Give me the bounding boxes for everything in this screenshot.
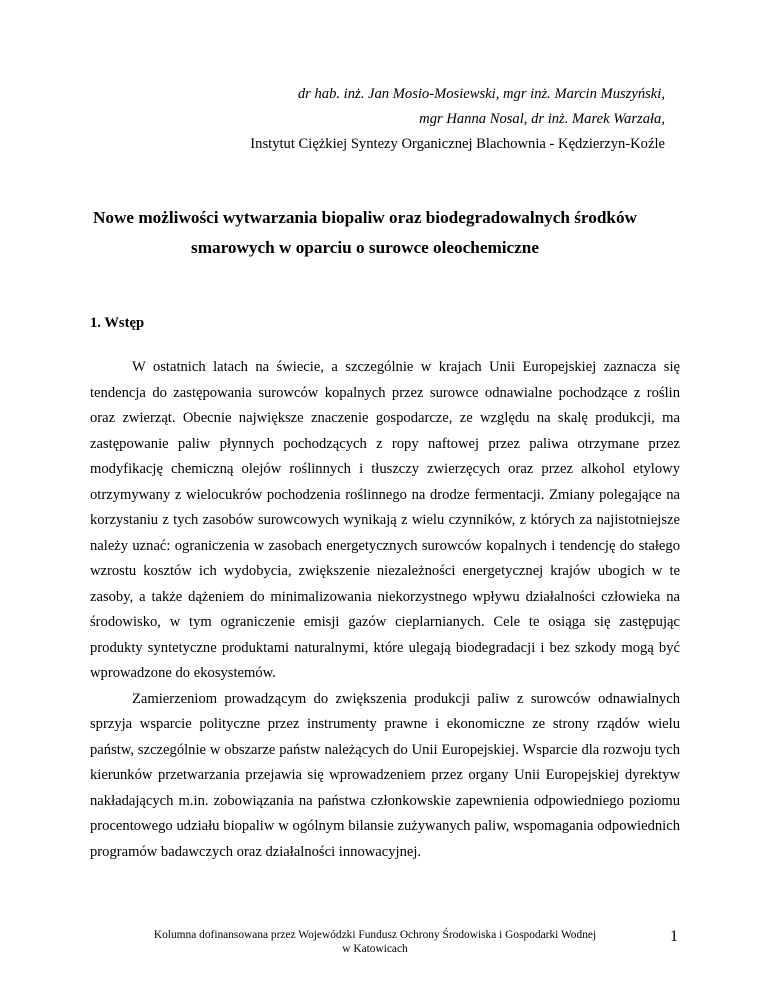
institute-name: Instytut Ciężkiej Syntezy Organicznej Blachownia - Kędzierzyn-Koźle bbox=[250, 136, 665, 152]
paragraph-2: Zamierzeniom prowadzącym do zwiększenia produkcji paliw z surowców odnawialnych sprzyja wsparcie polityczne przez instrumenty prawne i ekonomiczne ze strony rządów wielu państw, szczególnie w obszarze państw należących do Unii Europejskiej. Wsparcie dla rozwoju tych kierunków przetwarzania przejawia się wprowadzeniem przez organy Unii Europejskiej dyrektyw nakładających m.in. zobowiązania na państwa członkowskie zapewnienia odpowiedniego poziomu procentowego udziału biopaliw w ogólnym bilansie zużywanych paliw, wspomagania odpowiednich programów badawczych oraz działalności innowacyjnej. bbox=[90, 690, 680, 860]
body-text bbox=[90, 355, 680, 865]
document-title bbox=[70, 203, 660, 263]
author-block bbox=[250, 82, 665, 157]
page-number: 1 bbox=[670, 928, 678, 945]
footer-line-1: Kolumna dofinansowana przez Wojewódzki Fundusz Ochrony Środowiska i Gospodarki Wodnej bbox=[153, 929, 597, 941]
footer-note bbox=[110, 928, 640, 956]
footer-line-2: w Katowicach bbox=[342, 943, 408, 955]
title-line-1: Nowe możliwości wytwarzania biopaliw oraz biodegradowalnych środków bbox=[93, 208, 637, 227]
authors-line-2: mgr Hanna Nosal, dr inż. Marek Warzała, bbox=[419, 111, 665, 127]
section-heading: 1. Wstęp bbox=[90, 315, 145, 331]
title-line-2: smarowych w oparciu o surowce oleochemiczne bbox=[191, 238, 539, 257]
authors-line-1: dr hab. inż. Jan Mosio-Mosiewski, mgr inż. Marcin Muszyński, bbox=[297, 86, 665, 102]
paragraph-1: W ostatnich latach na świecie, a szczególnie w krajach Unii Europejskiej zaznacza się tendencja do zastępowania surowców kopalnych przez surowce odnawialne pochodzące z roślin oraz zwierząt. Obecnie największe znaczenie gospodarcze, ze względu na skalę produkcji, ma zastępowanie paliw płynnych pochodzących z ropy naftowej przez paliwa otrzymane przez modyfikację chemiczną olejów roślinnych i tłuszczy zwierzęcych oraz przez alkohol etylowy otrzymywany z wielocukrów pochodzenia roślinnego na drodze fermentacji. Zmiany polegające na korzystaniu z tych zasobów surowcowych wynikają z wielu czynników, z których za najistotniejsze należy uznać: ograniczenia w zasobach energetycznych surowców kopalnych i tendencję do stałego wzrostu kosztów ich wydobycia, zwiększenie niezależności energetycznej krajów ubogich w te zasoby, a także dążeniem do minimalizowania niekorzystnego wpływu działalności człowieka na środowisko, w tym ograniczenie emisji gazów cieplarnianych. Cele te osiąga się zastępując produkty syntetyczne produktami naturalnymi, które ulegają biodegradacji i bez szkody mogą być wprowadzone do ekosystemów. bbox=[90, 359, 680, 681]
